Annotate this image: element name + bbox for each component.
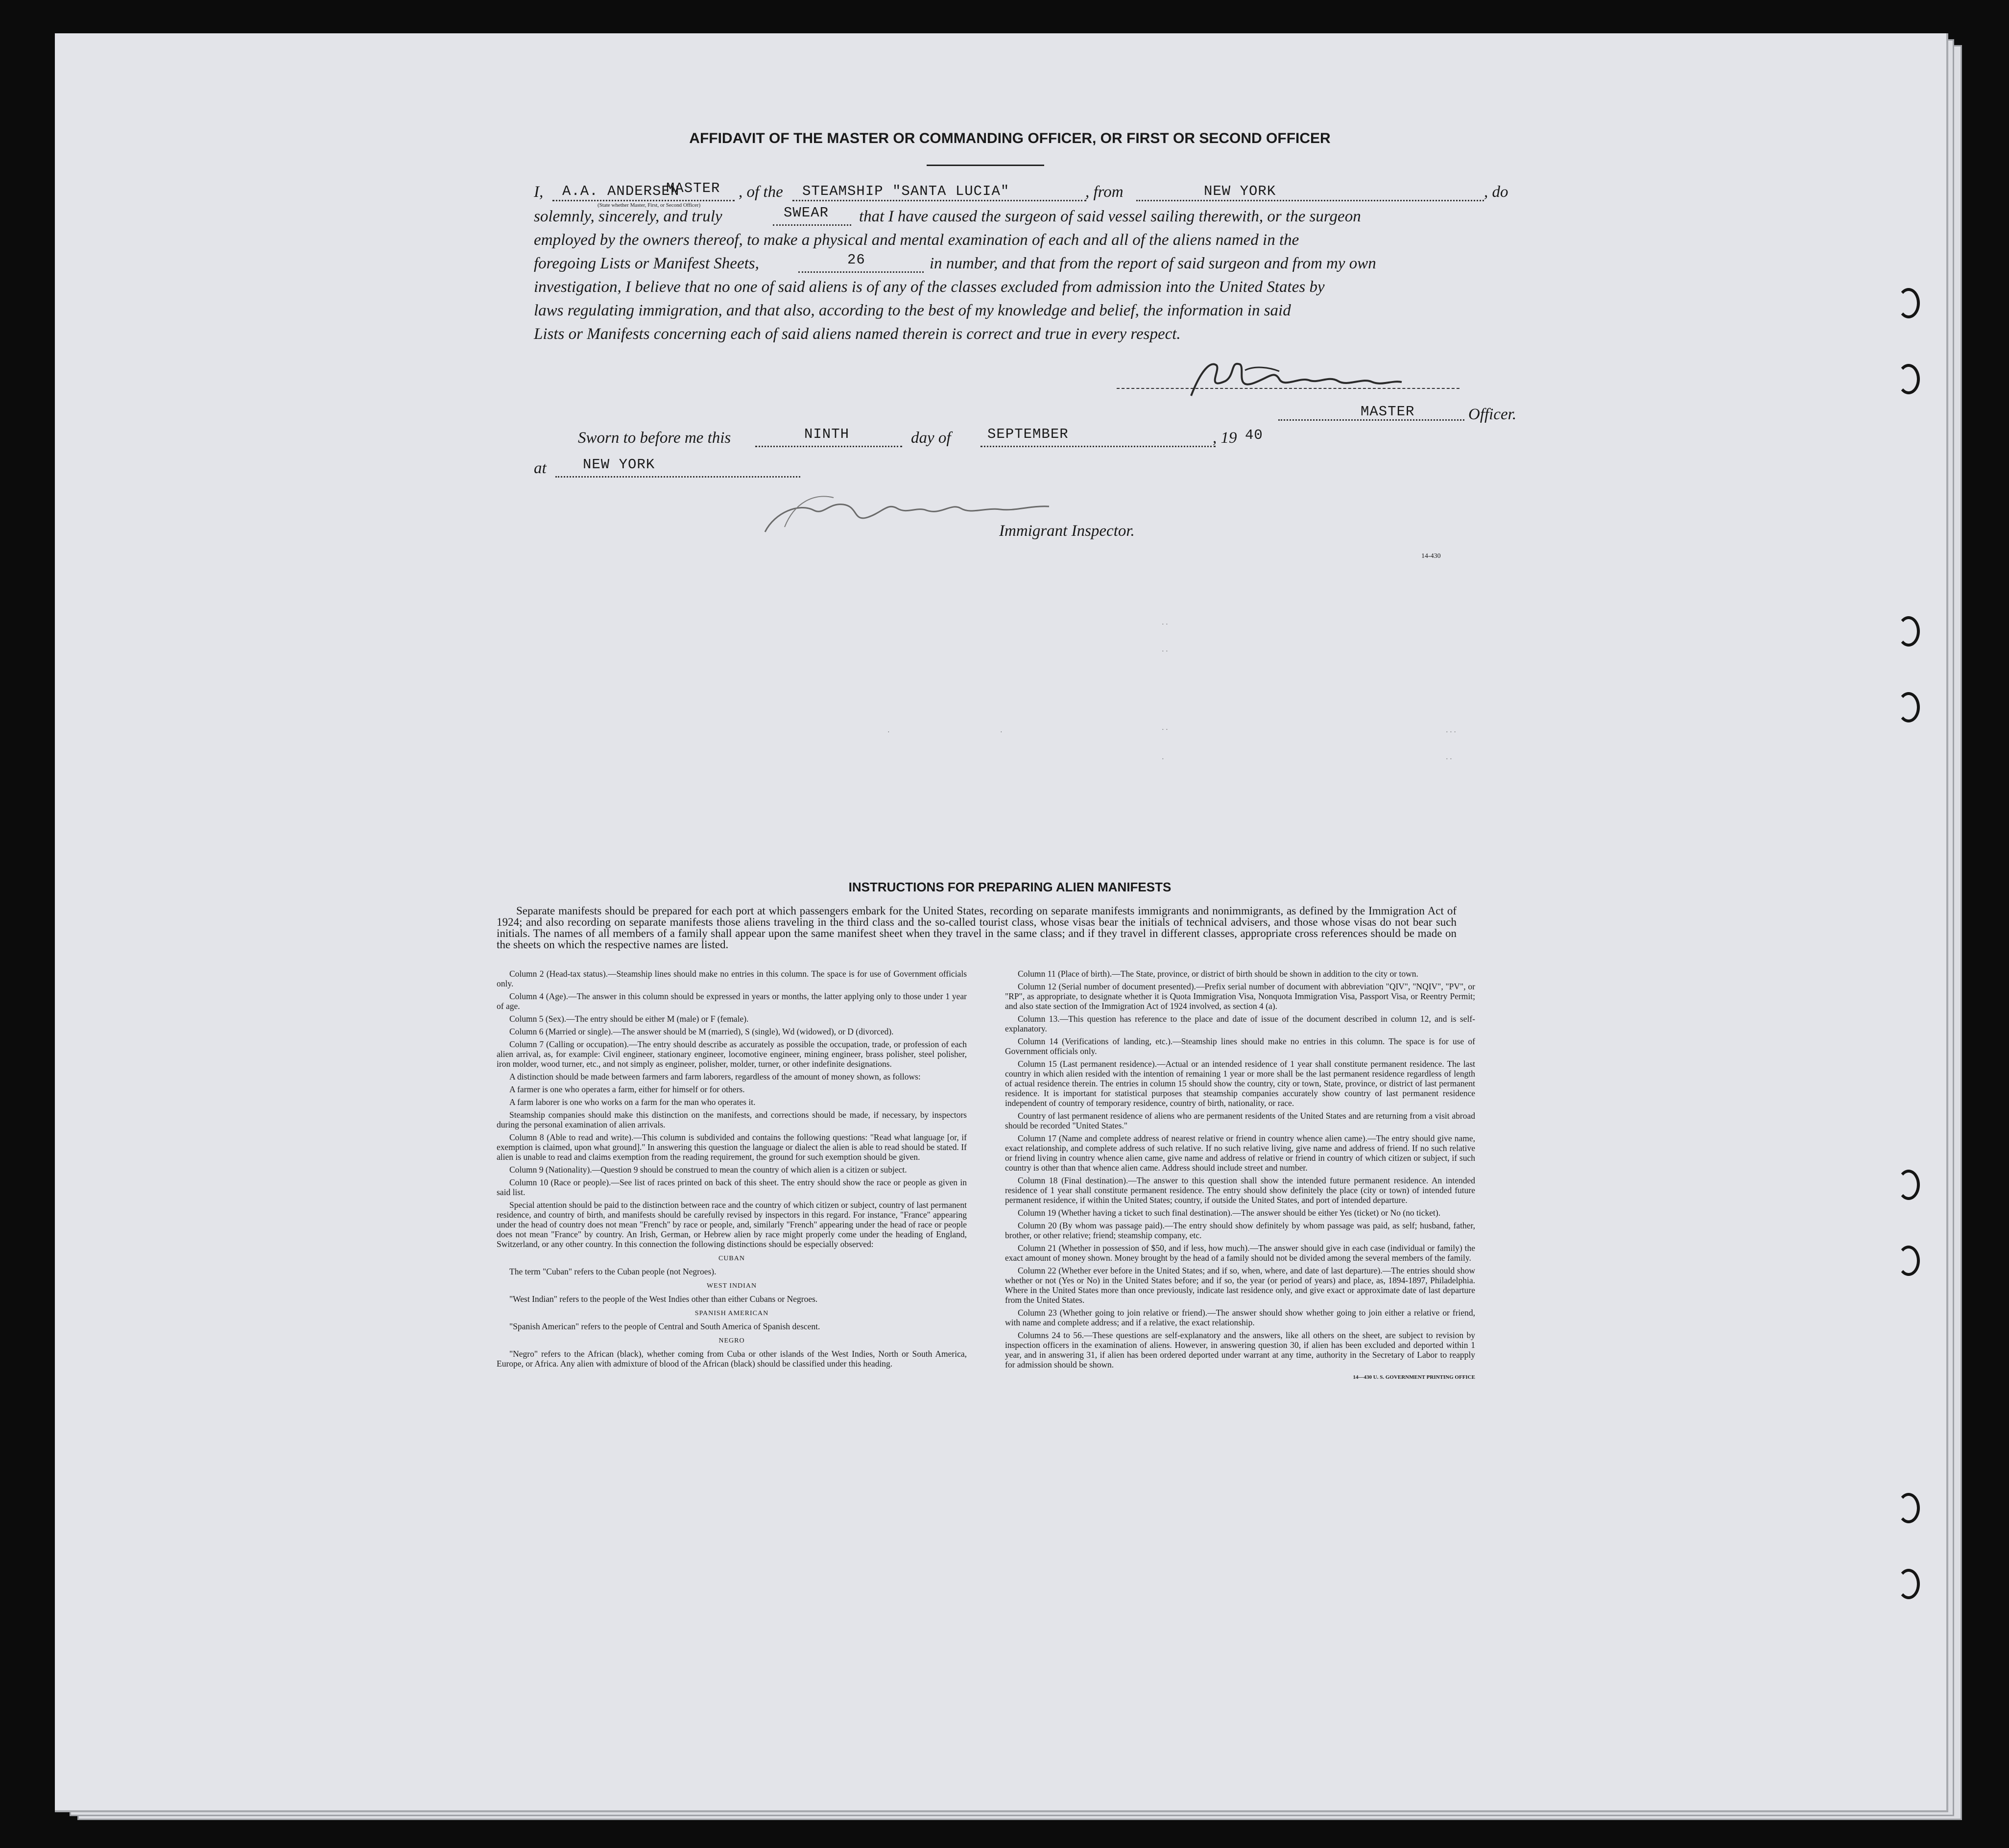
col11-text: Column 11 (Place of birth).—The State, province, or district of birth should be shown in addition to the city or town. <box>1018 969 1418 979</box>
col5-text: Column 5 (Sex).—The entry should be either M (male) or F (female). <box>509 1014 749 1024</box>
from-label: , from <box>1085 183 1124 201</box>
sworn-year: 40 <box>1245 427 1263 443</box>
spanish-american-heading: SPANISH AMERICAN <box>694 1310 769 1317</box>
year-prefix: , 19 <box>1213 429 1237 447</box>
col19-text: Column 19 (Whether having a ticket to such final destination).—The answer should be either Yes (ticket) or No (no ticket). <box>1018 1208 1441 1218</box>
speck: · <box>1162 756 1164 763</box>
number-text: in number, and that from the report of said surgeon and from my own <box>930 255 1376 272</box>
col6-text: Column 6 (Married or single).—The answer should be M (married), S (single), Wd (widowed), or D (divorced). <box>509 1027 894 1036</box>
col2-text: Column 2 (Head-tax status).—Steamship lines should make no entries in this column. The space is for use of Government officials only. <box>497 969 967 988</box>
col9-text: Column 9 (Nationality).—Question 9 should be construed to mean the country of which alien is a citizen or subject. <box>509 1165 907 1175</box>
punch-hole <box>1897 1569 1920 1599</box>
cuban-text: The term "Cuban" refers to the Cuban people (not Negroes). <box>509 1267 717 1276</box>
instructions-left-column <box>497 969 967 1371</box>
at-label: at <box>534 459 547 477</box>
swear-word: SWEAR <box>784 205 829 221</box>
west-indian-heading: WEST INDIAN <box>706 1282 757 1290</box>
solemnly-label: solemnly, sincerely, and truly <box>534 208 722 225</box>
col20-text: Column 20 (By whom was passage paid).—The entry should show definitely by whom passage was paid, as self; husband, father, brother, or other relative; friend; steamship company, etc. <box>1005 1221 1475 1240</box>
affidavit-line-6: laws regulating immigration, and that also, according to the best of my knowledge and belief, the information in said <box>534 302 1291 319</box>
rank-note: (State whether Master, First, or Second Officer) <box>598 202 701 208</box>
instructions-intro: Separate manifests should be prepared for each port at which passengers embark for the United States, recording on separate manifests immigrants and nonimmigrants, as defined by the Immigration Act of 1924; and also recording on separate manifests those aliens traveling in the third class and the so-called tourist class, whose visas bear the initials of technical advisers, and those whose visas do not bear such initials. The names of all members of a family shall appear upon the same manifest sheet when they travel in the same class; and if they travel in different classes, appropriate cross references should be made on the sheets on which the respective names are listed. <box>497 905 1457 951</box>
col8-text: Column 8 (Able to read and write).—This column is subdivided and contains the following questions: "Read what language [or, if exemption is claimed, upon what ground]." In answering this question the language or dialect the alien is able to read should be stated. If alien is unable to read and claims exemption from the reading requirement, the ground for such exemption should be given. <box>497 1132 967 1162</box>
sworn-day: NINTH <box>804 426 850 442</box>
name-blank <box>552 200 735 201</box>
col15-text: Column 15 (Last permanent residence).—Actual or an intended residence of 1 year shall constitute permanent residence. The last country in which alien resided with the intention of remaining 1 year or more shall be the last permanent residence regardless of length of actual residence therein. The entries in column 15 should show the country, city or town, State, province, or district of last permanent residence. It is important for statistical purposes that steamship companies accurately show country of last permanent residence independent of country of temporary residence, country of birth, nationality, or race. <box>1005 1059 1475 1108</box>
title-rule <box>927 165 1044 166</box>
col4-text: Column 4 (Age).—The answer in this column should be expressed in years or months, the latter applying only to those under 1 year of age. <box>497 991 967 1011</box>
speck: · · · <box>1446 729 1456 736</box>
col10-text: Column 10 (Race or people).—See list of races printed on back of this sheet. The entry should show the race or people as given in said list. <box>497 1177 967 1197</box>
day-of-label: day of <box>911 429 951 447</box>
signer-rank: MASTER <box>1361 404 1415 420</box>
affidavit-line-7: Lists or Manifests concerning each of said aliens named therein is correct and true in every respect. <box>534 325 1181 343</box>
col17-text: Column 17 (Name and complete address of nearest relative or friend in country whence alien came).—The entry should give name, exact relationship, and complete address of such relative. If no such relative living, give name and address of friend. If no such relative or friend living in country whence alien came, give name and address of relative or friend in country of which citizen or subject, if such country is other than that whence alien came. Address should include street and number. <box>1005 1133 1475 1173</box>
col18-text: Column 18 (Final destination).—The answer to this question shall show the intended future permanent residence. An intended residence of 1 year shall constitute permanent residence. The entry should show definitely the place (city or town) of intended future permanent residence, if within the United States; country, if outside the United States, and port of intended departure. <box>1005 1176 1475 1205</box>
printing-office-footer: 14—430 U. S. GOVERNMENT PRINTING OFFICE <box>1353 1374 1475 1380</box>
cuban-heading: CUBAN <box>718 1255 745 1262</box>
manifest-page <box>55 33 1948 1812</box>
sheet-count: 26 <box>847 252 865 268</box>
farm-laborer-text: A farm laborer is one who works on a farm for the man who operates it. <box>509 1097 756 1107</box>
spanish-american-text: "Spanish American" refers to the people of Central and South America of Spanish descent. <box>509 1321 820 1331</box>
sworn-month: SEPTEMBER <box>987 426 1069 442</box>
form-code-top: 14-430 <box>1421 552 1441 560</box>
officer-rank: MASTER <box>666 180 720 196</box>
punch-hole <box>1897 1170 1920 1200</box>
port-blank <box>1136 200 1484 201</box>
affidavit-line-2 <box>534 204 1538 233</box>
col21-text: Column 21 (Whether in possession of $50, and if less, how much).—The answer should give in each case (individual or family) the exact amount of money shown. Money brought by the head of a family should not be divided among the several members of the family. <box>1005 1243 1475 1263</box>
punch-hole <box>1897 1246 1920 1276</box>
vessel-name: STEAMSHIP "SANTA LUCIA" <box>802 183 1010 199</box>
speck: · <box>887 729 890 736</box>
month-blank <box>981 446 1216 447</box>
steamship-text: Steamship companies should make this distinction on the manifests, and corrections should be made, if necessary, by inspectors during the personal examination of alien arrivals. <box>497 1110 967 1129</box>
sheets-blank <box>798 271 924 273</box>
punch-hole <box>1897 616 1920 647</box>
west-indian-text: "West Indian" refers to the people of the West Indies other than either Cubans or Negroes. <box>509 1294 818 1304</box>
speck: · <box>1000 729 1003 736</box>
i-label: I, <box>534 183 544 201</box>
place-line <box>534 456 975 485</box>
officer-label: Officer. <box>1468 406 1517 423</box>
distinction-text: A distinction should be made between farmers and farm laborers, regardless of the amount of money shown, as follows: <box>509 1072 921 1081</box>
negro-text: "Negro" refers to the African (black), whether coming from Cuba or other islands of the West Indies, North or South America, Europe, or Africa. Any alien with admixture of blood of the African (black) should be classified under this heading. <box>497 1349 967 1368</box>
affidavit-title: AFFIDAVIT OF THE MASTER OR COMMANDING OFFICER, OR FIRST OR SECOND OFFICER <box>689 130 1331 146</box>
punch-hole <box>1897 364 1920 394</box>
day-blank <box>755 446 902 447</box>
port-from: NEW YORK <box>1204 183 1276 199</box>
col23-text: Column 23 (Whether going to join relative or friend).—The answer should show whether going to join either a relative or friend, with name and complete address; and if a relative, the exact relationship. <box>1005 1308 1475 1327</box>
instructions-title: INSTRUCTIONS FOR PREPARING ALIEN MANIFESTS <box>848 880 1172 894</box>
col24-56-text: Columns 24 to 56.—These questions are self-explanatory and the answers, like all others on the sheet, are subject to revision by inspection officers in the examination of aliens. However, in answering question 30, if alien has been excluded and deported within 1 year, and in answering 31, if alien has been ordered deported under warrant at any time, authority in the Secretary of Labor to reapply for admission should be shown. <box>1005 1330 1475 1369</box>
farmer-text: A farmer is one who operates a farm, either for himself or for others. <box>509 1084 745 1094</box>
speck: · · <box>1162 621 1168 628</box>
col14-text: Column 14 (Verifications of landing, etc.).—Steamship lines should make no entries in this column. The space is for use of Government officials only. <box>1005 1036 1475 1056</box>
inspector-label: Immigrant Inspector. <box>999 522 1135 540</box>
instructions-right-column <box>1005 969 1475 1385</box>
of-the-label: , of the <box>739 183 783 201</box>
affidavit-line-3: employed by the owners thereof, to make a physical and mental examination of each and all of the aliens named in the <box>534 231 1299 249</box>
col22-text: Column 22 (Whether ever before in the United States; and if so, when, where, and date of last departure).—The entries should show whether or not (Yes or No) in the United States before; and if so, the year (or period of years) and place, as, 1894-1897, Philadelphia. Where in the United States more than once previously, indicate last residence only, and give exact or approximate date of last departure from the United States. <box>1005 1266 1475 1305</box>
affidavit-text: that I have caused the surgeon of said vessel sailing therewith, or the surgeon <box>859 208 1361 225</box>
sworn-label: Sworn to before me this <box>578 429 731 447</box>
affidavit-line-5: investigation, I believe that no one of said aliens is of any of the classes excluded from admission into the United States by <box>534 278 1325 296</box>
speck: · · <box>1162 726 1168 734</box>
us-residents-text: Country of last permanent residence of aliens who are permanent residents of the United States and are returning from a visit abroad should be recorded "United States." <box>1005 1111 1475 1130</box>
do-label: , do <box>1484 183 1508 201</box>
foregoing-label: foregoing Lists or Manifest Sheets, <box>534 255 759 272</box>
sworn-line <box>545 425 1524 455</box>
col12-text: Column 12 (Serial number of document presented).—Prefix serial number of document with abbreviation "QIV", "NQIV", "PV", or "RP", as appropriate, to designate whether it is Quota Immigration Visa, Nonquota Immigration Visa, Passport Visa, or Reentry Permit; and also state section of the Immigration Act of 1924 involved, as section 4 (a). <box>1005 982 1475 1011</box>
officer-name: A.A. ANDERSEN <box>562 183 680 199</box>
vessel-blank <box>792 200 1086 201</box>
col13-text: Column 13.—This question has reference to the place and date of issue of the document described in column 12, and is self-explanatory. <box>1005 1014 1475 1033</box>
sworn-place: NEW YORK <box>583 456 655 473</box>
signature-line <box>1117 388 1459 389</box>
negro-heading: NEGRO <box>718 1337 745 1344</box>
punch-hole <box>1897 1493 1920 1523</box>
place-blank <box>555 476 800 478</box>
col7-text: Column 7 (Calling or occupation).—The entry should describe as accurately as possible the occupation, trade, or profession of each alien arrival, as, for example: Civil engineer, stationary engineer, locomotive engineer, mining engineer, brass polisher, steel polisher, iron molder, wood turner, etc., and not simply as engineer, polisher, molder, turner, or other indefinite designations. <box>497 1039 967 1069</box>
speck: · · <box>1162 648 1168 655</box>
swear-blank <box>773 224 851 226</box>
special-attention-text: Special attention should be paid to the distinction between race and the country of which citizen or subject, country of last permanent residence, and country of birth, and manifests should be carefully revised by inspectors in this regard. For instance, "France" appearing under the head of country does not mean "French" by race or people, and, similarly "French" appearing under the head of race or people does not mean "France" by country. An Irish, German, or Hebrew alien by race might properly come under the heading of England, Switzerland, or any other country. In this connection the following distinctions should be especially observed: <box>497 1200 967 1249</box>
speck: · · <box>1446 756 1452 763</box>
master-signature <box>1172 351 1505 414</box>
punch-hole <box>1897 692 1920 722</box>
punch-hole <box>1897 288 1920 318</box>
